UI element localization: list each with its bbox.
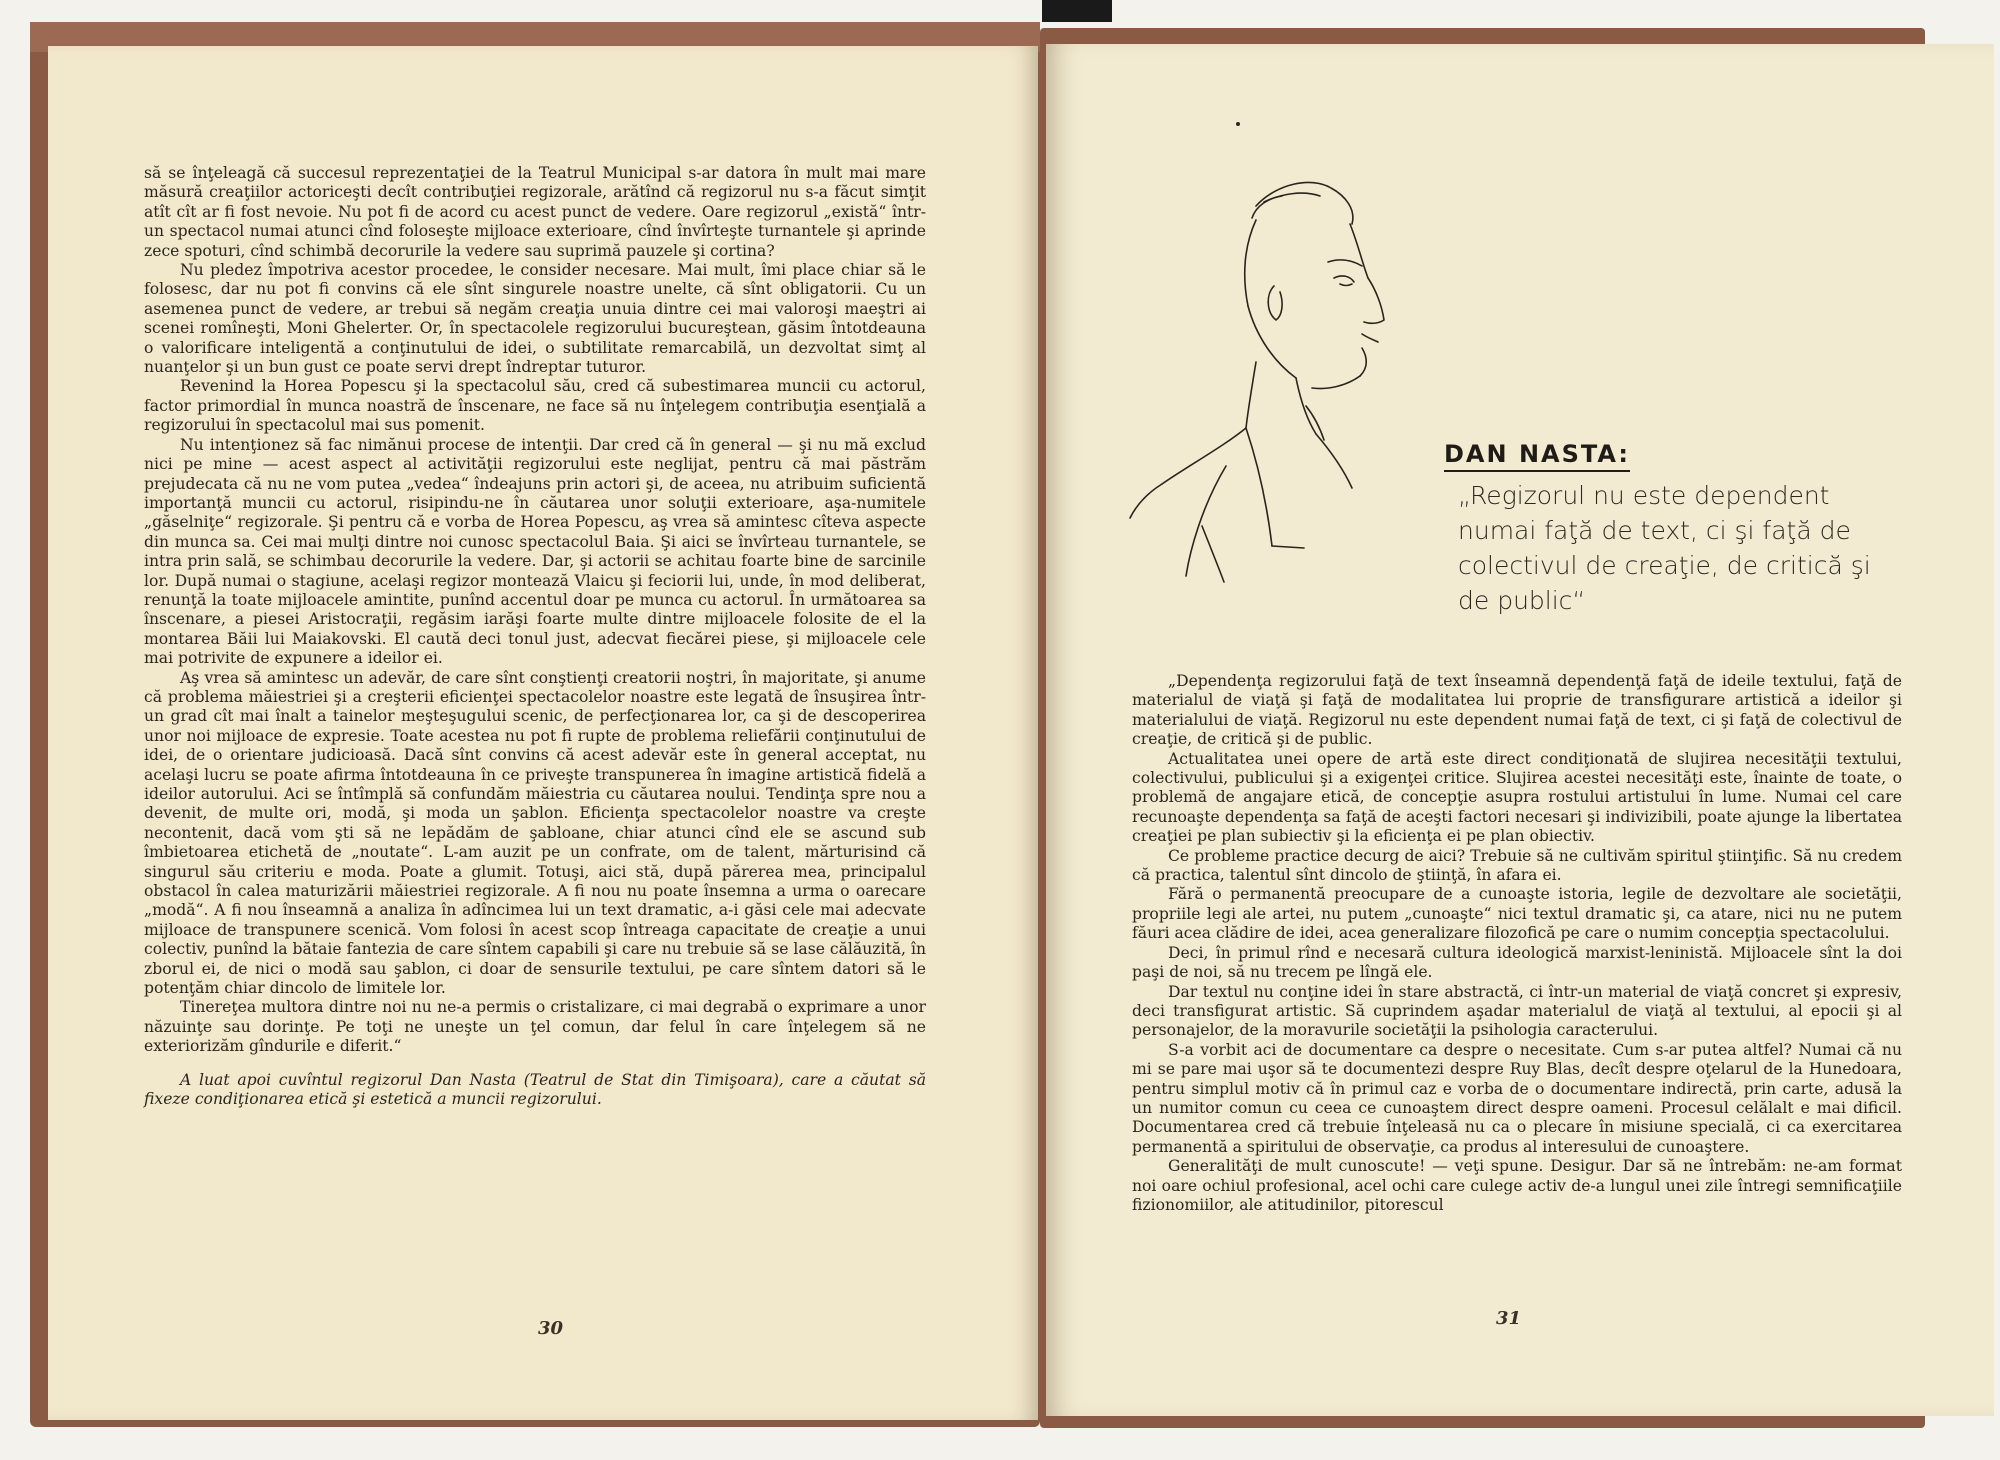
speaker-heading: DAN NASTA: <box>1444 440 1630 472</box>
spine-top <box>1042 0 1112 22</box>
paragraph: Nu intenţionez să fac nimănui procese de intenţii. Dar cred că în general — şi nu mă exclud nici pe mine — acest aspect al activităţii regizorului este neglijat, pentru că mai păstrăm prejudecata că nu ne vom putea „vedea“ îndeajuns prin actori şi, de aceea, nu atribuim suficientă importanţă muncii cu actorul, risipindu-ne în căutarea unor soluţii exterioare, aşa-numitele „găselniţe“ regizorale. Şi pentru că e vorba de Horea Popescu, aş vrea să amintesc cîteva aspecte din munca sa. Cei mai mulţi dintre noi cunosc spectacolul Baia. Şi aici se învîrteau turnantele, se intra prin sală, se schimbau decorurile la vedere. Dar, şi actorii se achitau foarte bine de sarcinile lor. După numai o stagiune, acelaşi regizor montează Vlaicu şi feciorii lui, unde, în mod deliberat, renunţă la toate mijloacele amintite, punînd accentul doar pe munca cu actorul. În următoarea sa înscenare, a piesei Aristocraţii, regăsim iarăşi foarte multe dintre mijloacele folosite de el la montarea Băii lui Maiakovski. El caută deci tonul just, adecvat fiecărei piese, şi mijloacele cele mai potrivite de expunere a ideilor ei. <box>144 435 926 668</box>
page-number: 31 <box>1496 1308 1522 1329</box>
right-page-text <box>1132 672 1902 1215</box>
paragraph: Deci, în primul rînd e necesară cultura ideologică marxist-leninistă. Mijloacele sînt la doi paşi de noi, să nu trecem pe lîngă ele. <box>1132 943 1902 982</box>
paragraph: Revenind la Horea Popescu şi la spectacolul său, cred că subestimarea muncii cu actorul, factor primordial în munca noastră de înscenare, ne face să nu înţelegem contribuţia esenţială a regizorului în spectacolul mai sus pomenit. <box>144 377 926 435</box>
portrait-sketch-icon <box>1106 166 1446 586</box>
left-page <box>48 46 1038 1420</box>
paragraph: Nu pledez împotriva acestor procedee, le consider necesare. Mai mult, îmi place chiar să le folosesc, dar nu pot fi convins că ele sînt singurele noastre unelte, că sînt obligatorii. Cu un asemenea punct de vedere, ar trebui să negăm creaţia unuia dintre cei mai valoroşi maeştri ai scenei romîneşti, Moni Ghelerter. Or, în spectacolele regizorului bucureştean, găsim întotdeauna o valorificare inteligentă a conţinutului de idei, o subtilitate remarcabilă, un dezvoltat simţ al nuanţelor şi un bun gust ce poate servi drept îndreptar tuturor. <box>144 261 926 377</box>
pull-quote: „Regizorul nu este dependent numai faţă de text, ci şi faţă de colectivul de creaţie, de critică şi de public“ <box>1458 481 1871 615</box>
paragraph: Dar textul nu conţine idei în stare abstractă, ci într-un material de viaţă concret şi expresiv, deci transfigurat artistic. Să cuprindem aşadar materialul de viaţă al textului, al epocii şi al personajelor, de la moravurile societăţii la psihologia caracterului. <box>1132 982 1902 1040</box>
page-number: 30 <box>538 1318 564 1339</box>
paragraph: Ce probleme practice decurg de aici? Trebuie să ne cultivăm spiritul ştiinţific. Să nu credem că practica, talentul sînt dincolo de ştiinţă, în afara ei. <box>1132 846 1902 885</box>
left-page-text <box>144 164 926 1110</box>
paragraph: S-a vorbit aci de documentare ca despre o necesitate. Cum s-ar putea altfel? Numai că nu mi se pare mai uşor să te documentezi despre Ruy Blas, decît despre oţelarul de la Hunedoara, pentru simplul motiv că în primul caz e vorba de o documentare indirectă, prin carte, adusă la un numitor comun cu ceea ce cunoaştem direct despre oameni. Procesul celălalt e mai dificil. Documentarea cred că trebuie înţeleasă nu ca o plecare în misiune specială, ci ca exercitarea permanentă a spiritului de observaţie, ca produs al interesului de cunoaştere. <box>1132 1040 1902 1156</box>
editorial-note: A luat apoi cuvîntul regizorul Dan Nasta (Teatrul de Stat din Timişoara), care a căutat să fixeze condiţionarea etică şi estetică a muncii regizorului. <box>144 1070 926 1109</box>
paragraph: să se înţeleagă că succesul reprezentaţiei de la Teatrul Municipal s-ar datora în mult mai mare măsură creaţiilor actoriceşti decît contribuţiei regizorale, arătînd că regizorul nu s-a făcut simţit atît cît ar fi fost nevoie. Nu pot fi de acord cu acest punct de vedere. Oare regizorul „există“ într-un spectacol numai atunci cînd foloseşte mijloace exterioare, cînd învîrteşte turnantele şi aprinde zece spoturi, cînd schimbă decorurile la vedere sau suprimă pauzele şi cortina? <box>144 164 926 260</box>
paragraph: Generalităţi de mult cunoscute! — veţi spune. Desigur. Dar să ne întrebăm: ne-am format noi oare ochiul profesional, acel ochi care culege activ de-a lungul unei zile întregi semnificaţiile fizionomiilor, ale atitudinilor, pitorescul <box>1132 1157 1902 1214</box>
paragraph: „Dependenţa regizorului faţă de text înseamnă dependenţă faţă de ideile textului, faţă de materialul de viaţă şi faţă de modalitatea lui proprie de transfigurare artistică a ideilor şi materialului de viaţă. Regizorul nu este dependent numai faţă de text, ci şi faţă de colectivul de creaţie, de critică şi de public. <box>1132 672 1902 749</box>
speck <box>1236 122 1240 126</box>
right-page <box>1046 44 1994 1416</box>
paragraph: Aş vrea să amintesc un adevăr, de care sînt conştienţi creatorii noştri, în majoritate, şi anume că problema măiestriei şi a creşterii eficienţei spectacolelor noastre este legată de însuşirea într-un grad cît mai înalt a tainelor meşteşugului scenic, de perfecţionarea lor, ca şi de descoperirea unor noi mijloace de expresie. Toate acestea nu pot fi rupte de problema reliefării conţinutului de idei, de o orientare judicioasă. Dacă sînt convins că acest adevăr este în general acceptat, nu acelaşi lucru se poate afirma întotdeauna în ce priveşte transpunerea în imagine artistică fidelă a ideilor autorului. Aci se întîmplă să confundăm măiestria cu căutarea noului. Tendinţa spre nou a devenit, de multe ori, modă, şi moda un şablon. Eficienţa spectacolelor noastre va creşte necontenit, dacă vom şti să ne lepădăm de şabloane, chiar atunci cînd ele se ascund sub îmbietoarea etichetă de „noutate“. L-am auzit pe un confrate, om de talent, mărturisind că singurul său criteriu e moda. Poate a glumit. Totuşi, aici stă, după părerea mea, principalul obstacol în calea maturizării măiestriei regizorale. A fi nou nu poate însemna a urma o oarecare „modă“. A fi nou înseamnă a analiza în adîncimea lui un text dramatic, a-i găsi cele mai adecvate mijloace de transpunere scenică. Vom folosi în acest scop întreaga capacitate de creaţie a unui colectiv, punînd la bătaie fantezia de care sîntem capabili şi care nu trebuie să se lase călăuzită, în zborul ei, de nici o modă sau şablon, ci doar de sensurile textului, pe care sîntem datori să le potenţăm chiar dincolo de limitele lor. <box>144 668 926 998</box>
paragraph: Tinereţea multora dintre noi nu ne-a permis o cristalizare, ci mai degrabă o exprimare a unor năzuinţe sau dorinţe. Pe toţi ne uneşte un ţel comun, dar felul în care înţelegem să ne exteriorizăm gîndurile e diferit.“ <box>144 998 926 1056</box>
paragraph: Fără o permanentă preocupare de a cunoaşte istoria, legile de dezvoltare ale societăţii, propriile legi ale artei, nu putem „cunoaşte“ nici textul dramatic şi, ca atare, nici nu ne putem făuri acea clădire de idei, acea generalizare filozofică pe care o numim concepţia spectacolului. <box>1132 885 1902 943</box>
paragraph: Actualitatea unei opere de artă este direct condiţionată de slujirea necesităţii textului, colectivului, publicului şi a exigenţei critice. Slujirea acestei necesităţi este, înainte de toate, o problemă de angajare etică, de concepţie asupra rostului artistului în lume. Numai cel care recunoaşte dependenţa sa faţă de aceşti factori necesari şi indivizibili, poate ajunge la libertatea creaţiei pe plan subiectiv şi la eficienţa ei pe plan obiectiv. <box>1132 749 1902 846</box>
